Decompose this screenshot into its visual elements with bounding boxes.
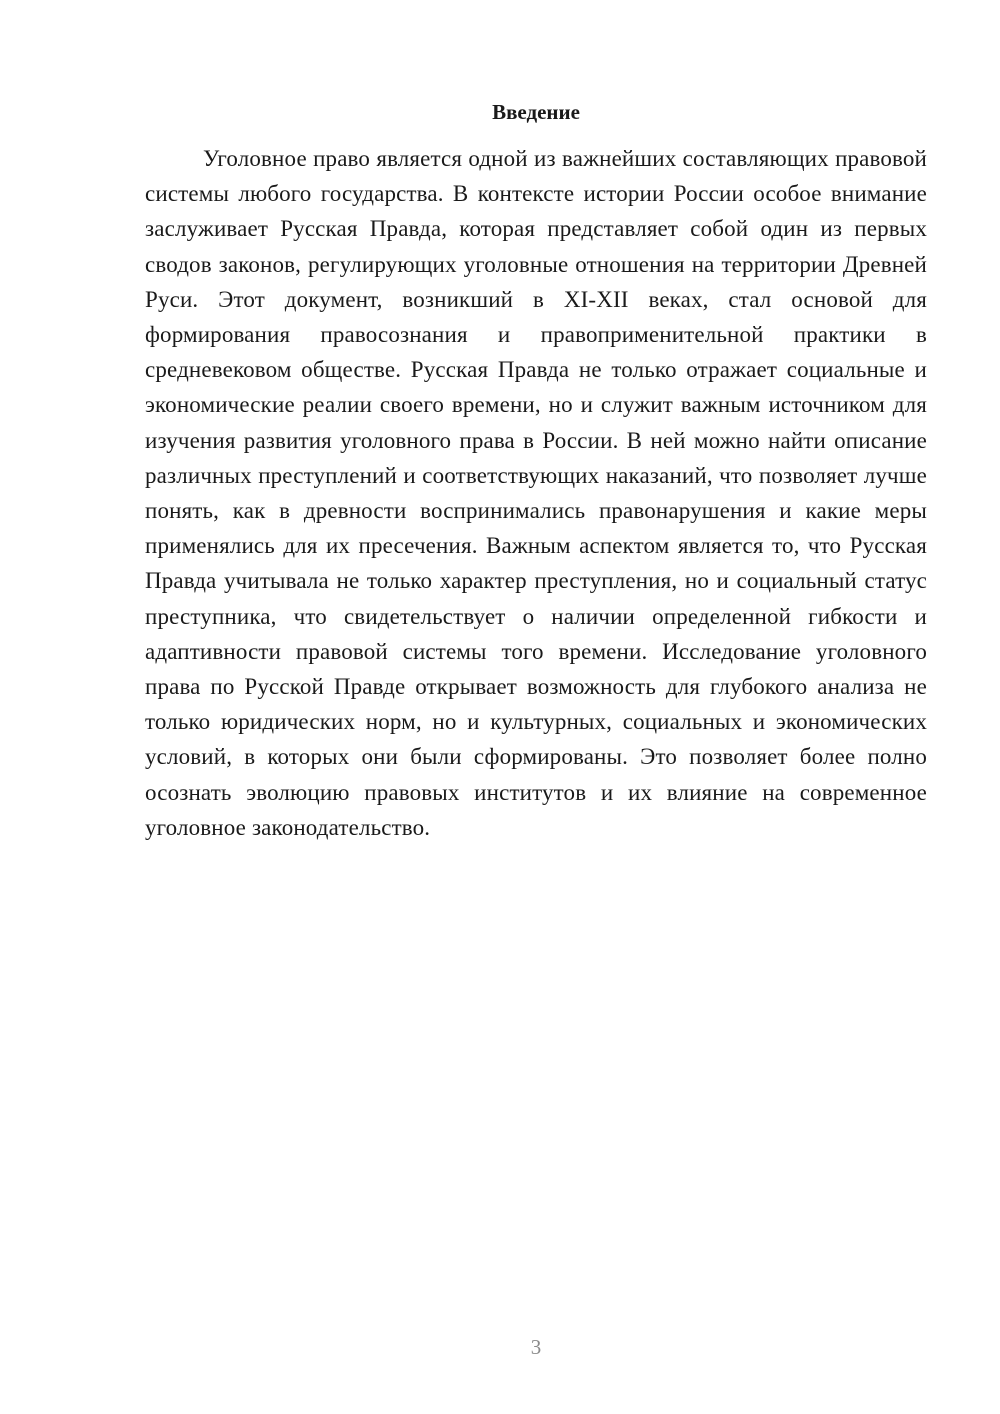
body-paragraph: Уголовное право является одной из важнейших составляющих правовой системы любого государства. В контексте истории России особое внимание заслуживает Русская Правда, которая представляет собой один из первых сводов законов, регулирующих уголовные отношения на территории Древней Руси. Этот документ, возникший в XI-XII веках, стал основой для формирования правосознания и правоприменительной практики в средневековом обществе. Русская Правда не только отражает социальные и экономические реалии своего времени, но и служит важным источником для изучения развития уголовного права в России. В ней можно найти описание различных преступлений и соответствующих наказаний, что позволяет лучше понять, как в древности воспринимались правонарушения и какие меры применялись для их пресечения. Важным аспектом является то, что Русская Правда учитывала не только характер преступления, но и социальный статус преступника, что свидетельствует о наличии определенной гибкости и адаптивности правовой системы того времени. Исследование уголовного права по Русской Правде открывает возможность для глубокого анализа не только юридических норм, но и культурных, социальных и экономических условий, в которых они были сформированы. Это позволяет более полно осознать эволюцию правовых институтов и их влияние на современное уголовное законодательство. [145, 146, 927, 840]
page-title: Введение [492, 100, 580, 124]
page-number: 3 [530, 1335, 542, 1359]
